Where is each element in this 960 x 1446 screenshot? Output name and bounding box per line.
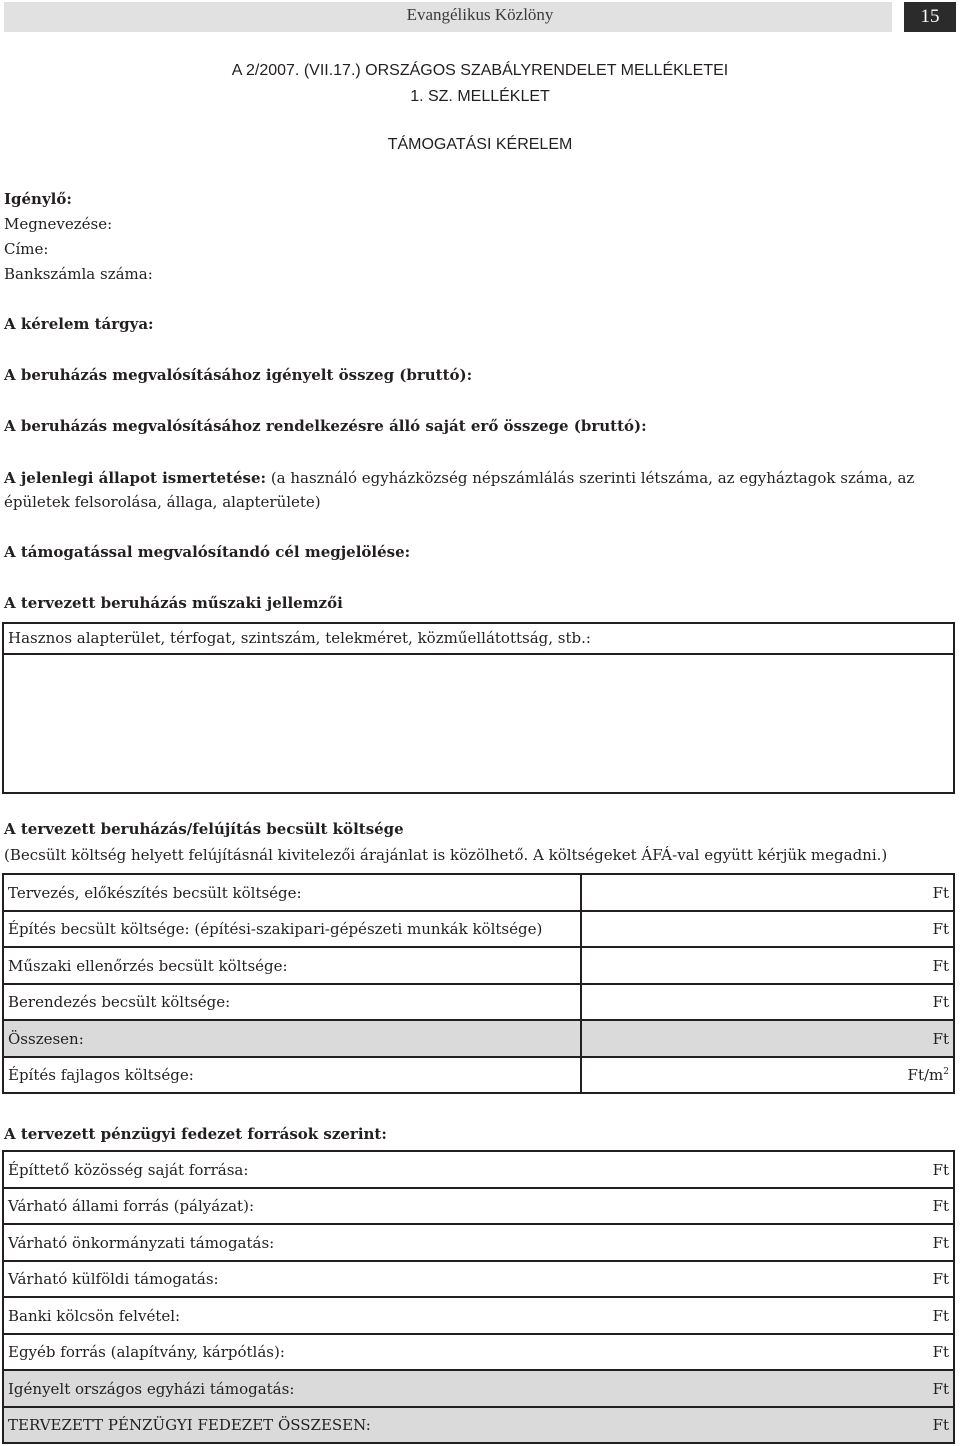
cost-row-value[interactable] xyxy=(581,874,954,911)
cost-row-label: Építés fajlagos költsége: xyxy=(3,1057,581,1093)
cost-row xyxy=(3,984,954,1020)
funding-row-unit: Ft xyxy=(932,1233,949,1252)
cost-total-row xyxy=(3,1020,954,1057)
funding-row-unit: Ft xyxy=(932,1270,949,1288)
cost-row-unit: Ft xyxy=(932,920,949,938)
unit-superscript: 2 xyxy=(943,1067,949,1077)
funding-table xyxy=(2,1150,955,1444)
cost-row xyxy=(3,947,954,984)
funding-row-label: TERVEZETT PÉNZÜGYI FEDEZET ÖSSZESEN: xyxy=(3,1407,893,1443)
goal-label: A támogatással megvalósítandó cél megjelölése: xyxy=(4,543,411,561)
cost-note: (Becsült költség helyett felújításnál kivitelezői árajánlat is közölhető. A költségeket ÁFÁ-val együtt kérjük megadni.) xyxy=(4,846,888,864)
funding-row xyxy=(3,1188,954,1224)
cost-row-value[interactable] xyxy=(581,1057,954,1093)
cost-row-label: Építés becsült költsége: (építési-szakipari-gépészeti munkák költsége) xyxy=(3,911,581,947)
cost-row-unit: Ft xyxy=(932,993,949,1011)
funding-row-unit: Ft xyxy=(932,1197,949,1215)
cost-row-value[interactable] xyxy=(581,911,954,947)
funding-row-value[interactable] xyxy=(893,1151,954,1188)
cost-row-unit: Ft xyxy=(932,1029,949,1048)
funding-row xyxy=(3,1261,954,1297)
funding-row xyxy=(3,1224,954,1261)
cost-row-unit: Ft xyxy=(932,883,949,902)
funding-row-unit: Ft xyxy=(932,1379,949,1398)
funding-row-unit: Ft xyxy=(932,1306,949,1325)
cost-row-unit: Ft xyxy=(932,956,949,975)
funding-total-row xyxy=(3,1407,954,1443)
funding-row xyxy=(3,1151,954,1188)
cost-row-label: Berendezés becsült költsége: xyxy=(3,984,581,1020)
requested-amount-label: A beruházás megvalósításához igényelt összeg (bruttó): xyxy=(4,366,473,384)
page-number: 15 xyxy=(904,2,956,32)
funding-row xyxy=(3,1297,954,1334)
annex-title: 1. SZ. MELLÉKLET xyxy=(410,88,550,105)
funding-row-label: Egyéb forrás (alapítvány, kárpótlás): xyxy=(3,1334,893,1370)
cost-row-label: Tervezés, előkészítés becsült költsége: xyxy=(3,874,581,911)
cost-row-unit: Ft/m xyxy=(907,1066,944,1084)
funding-row-label: Banki kölcsön felvétel: xyxy=(3,1297,893,1334)
current-state-paragraph xyxy=(4,466,954,514)
funding-row-label: Építtető közösség saját forrása: xyxy=(3,1151,893,1188)
technical-label: A tervezett beruházás műszaki jellemzői xyxy=(4,594,343,612)
cost-table xyxy=(2,873,955,1094)
funding-row-value[interactable] xyxy=(893,1261,954,1297)
funding-heading: A tervezett pénzügyi fedezet források szerint: xyxy=(4,1125,387,1143)
funding-row-value[interactable] xyxy=(893,1188,954,1224)
applicant-name-label: Megnevezése: xyxy=(4,215,113,233)
applicant-heading: Igénylő: xyxy=(4,190,72,208)
cost-heading: A tervezett beruházás/felújítás becsült költsége xyxy=(4,820,404,838)
funding-church-support-row xyxy=(3,1370,954,1407)
funding-row xyxy=(3,1334,954,1370)
own-funds-label: A beruházás megvalósításához rendelkezésre álló saját erő összege (bruttó): xyxy=(4,417,647,435)
journal-title: Evangélikus Közlöny xyxy=(406,5,554,24)
funding-row-value[interactable] xyxy=(893,1334,954,1370)
regulation-title: A 2/2007. (VII.17.) ORSZÁGOS SZABÁLYRENDELET MELLÉKLETEI xyxy=(231,62,729,79)
form-title: TÁMOGATÁSI KÉRELEM xyxy=(387,136,573,153)
applicant-bank-label: Bankszámla száma: xyxy=(4,265,153,283)
subject-label: A kérelem tárgya: xyxy=(4,315,154,333)
cost-row-value[interactable] xyxy=(581,984,954,1020)
funding-row-label: Várható állami forrás (pályázat): xyxy=(3,1188,893,1224)
cost-row xyxy=(3,911,954,947)
cost-row-label: Összesen: xyxy=(3,1020,581,1057)
funding-row-value[interactable] xyxy=(893,1297,954,1334)
funding-row-unit: Ft xyxy=(932,1343,949,1361)
cost-row-value[interactable] xyxy=(581,1020,954,1057)
funding-row-label: Várható külföldi támogatás: xyxy=(3,1261,893,1297)
funding-row-value[interactable] xyxy=(893,1407,954,1443)
funding-row-label: Várható önkormányzati támogatás: xyxy=(3,1224,893,1261)
cost-row-value[interactable] xyxy=(581,947,954,984)
current-state-description: (a használó egyházközség népszámlálás szerinti létszáma, az egyháztagok száma, az épületek felsorolása, állaga, alapterülete) xyxy=(4,469,915,511)
technical-box-header: Hasznos alapterület, térfogat, szintszám, telekméret, közműellátottság, stb.: xyxy=(4,624,953,655)
cost-row-label: Műszaki ellenőrzés becsült költsége: xyxy=(3,947,581,984)
funding-row-value[interactable] xyxy=(893,1370,954,1407)
technical-box[interactable] xyxy=(2,622,955,794)
funding-row-unit: Ft xyxy=(932,1416,949,1434)
applicant-address-label: Címe: xyxy=(4,240,49,258)
cost-row xyxy=(3,1057,954,1093)
funding-row-value[interactable] xyxy=(893,1224,954,1261)
funding-row-unit: Ft xyxy=(932,1160,949,1179)
funding-row-label: Igényelt országos egyházi támogatás: xyxy=(3,1370,893,1407)
current-state-label: A jelenlegi állapot ismertetése: xyxy=(4,469,267,487)
cost-row xyxy=(3,874,954,911)
